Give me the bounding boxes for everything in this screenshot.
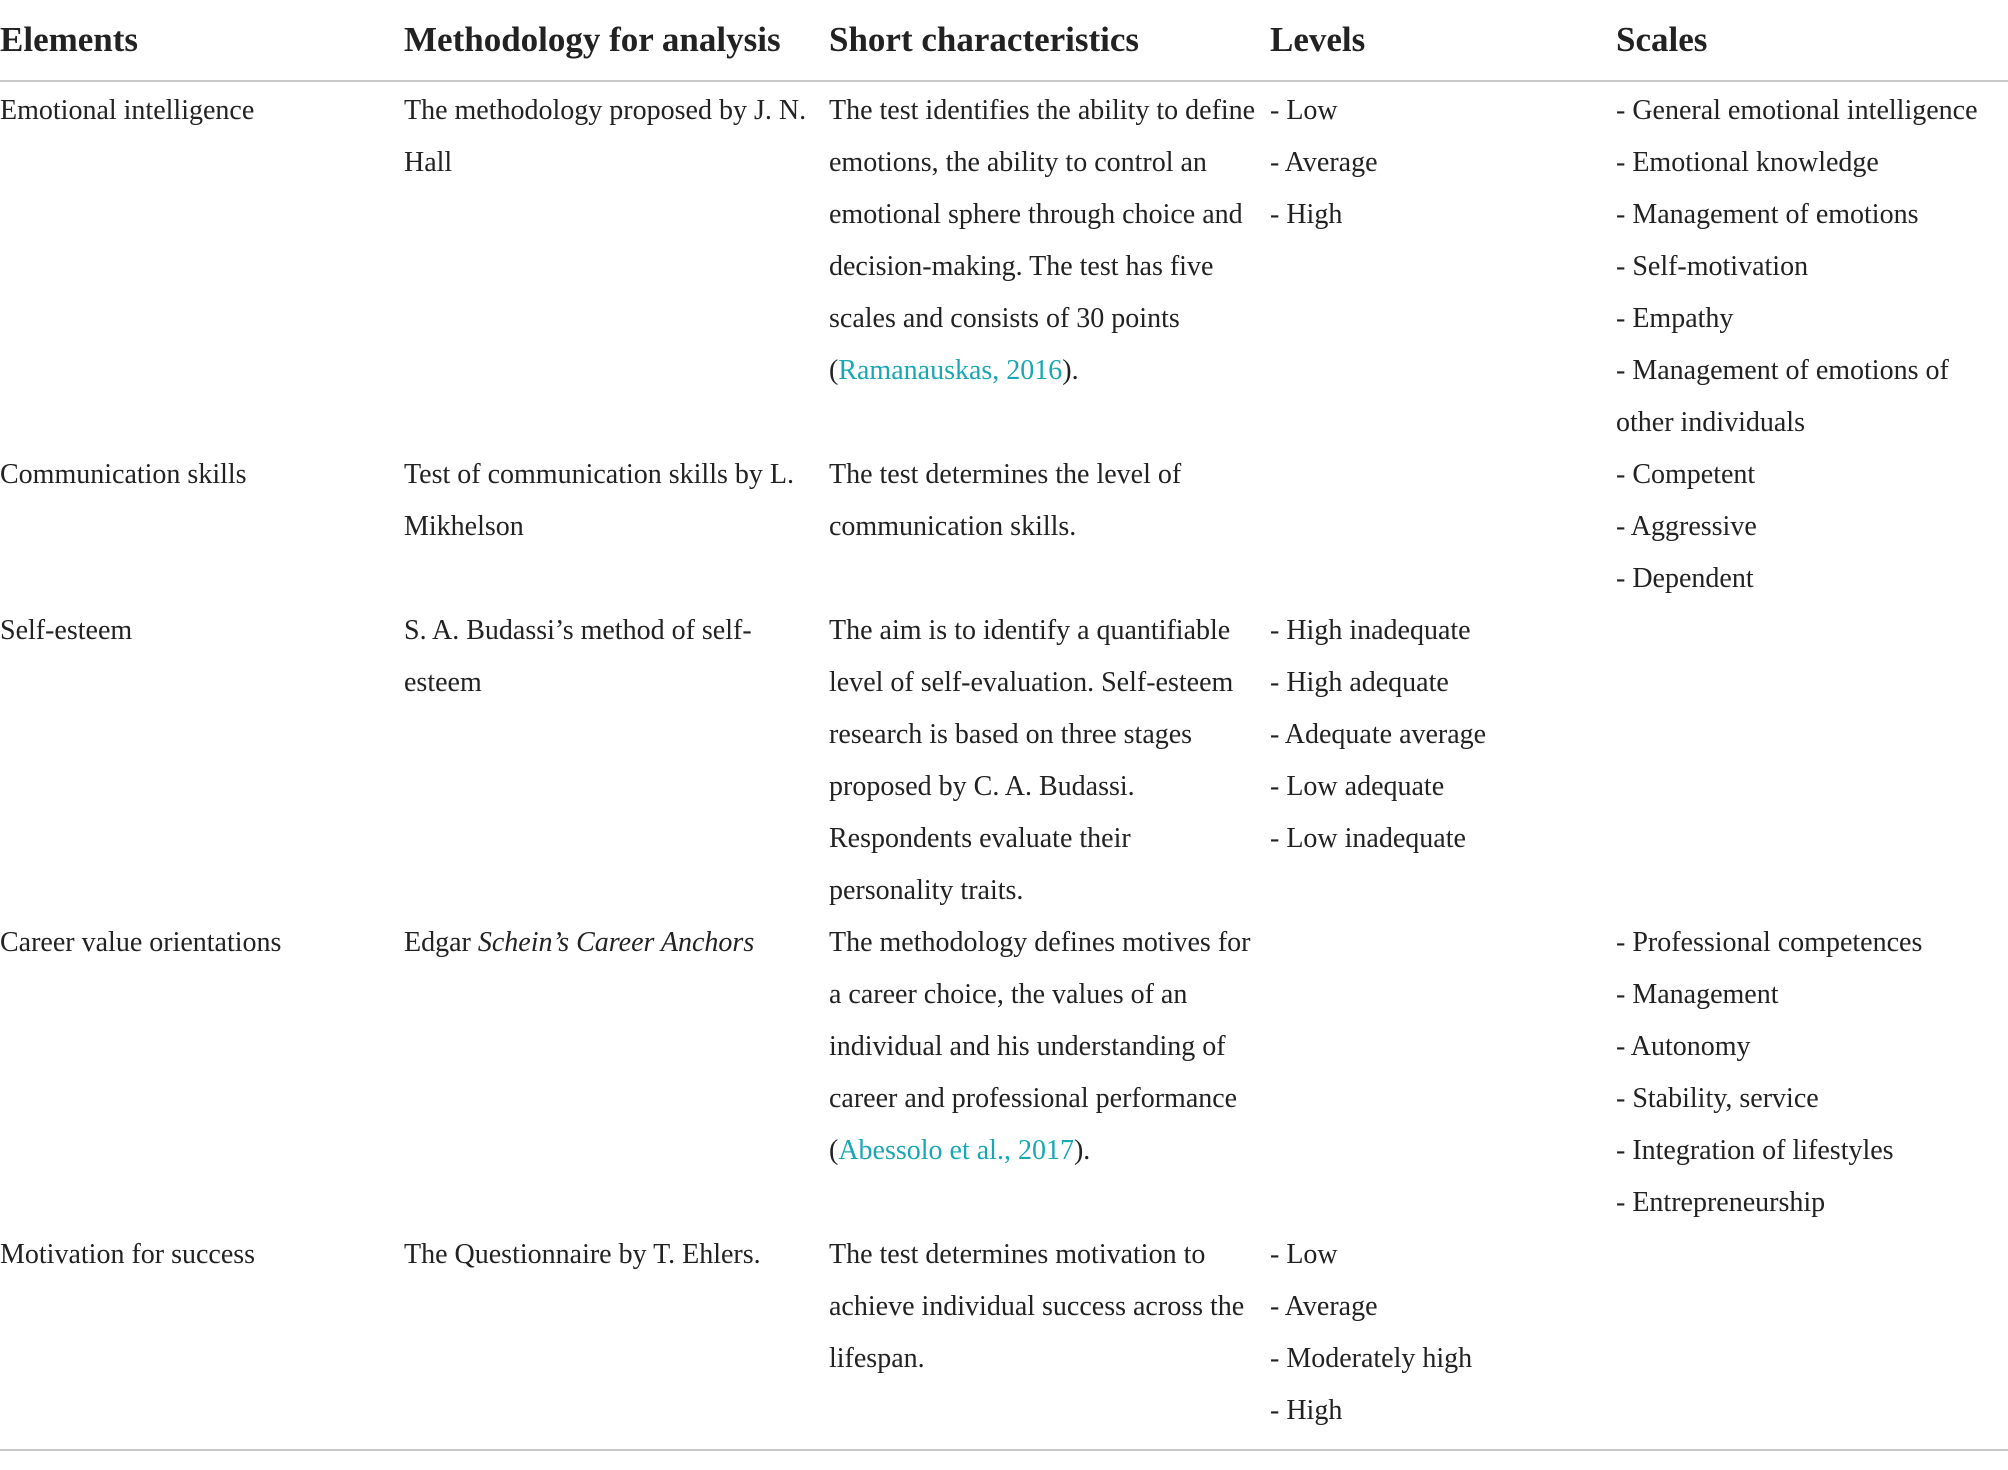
element-cell: Self-esteem [0,615,133,646]
characteristics-end: ). [1062,355,1079,386]
scale-item: - Dependent [1616,563,1754,594]
level-item: - High inadequate [1270,615,1471,646]
level-item: - Low [1270,1239,1338,1270]
levels-cell [1270,605,1616,917]
characteristics-cell: The aim is to identify a quantifiable level of self-evaluation. Self-esteem research is based on three stages proposed by C. A. Budassi. Respondents evaluate their personality traits. [829,615,1234,906]
element-cell: Communication skills [0,459,247,490]
table-row [0,449,2008,605]
scale-item: - Management of emotions [1616,199,1919,230]
scale-item: - Integration of lifestyles [1616,1135,1894,1166]
methodology-italic: Schein’s Career Anchors [477,927,755,958]
header-levels: Levels [1270,0,1616,81]
scale-item: - Competent [1616,459,1756,490]
scales-cell [1616,81,2008,449]
characteristics-cell [829,917,1270,1229]
element-cell: Motivation for success [0,1229,404,1450]
table-row [0,917,2008,1229]
scale-item: - Self-motivation [1616,251,1809,282]
scale-item: - Entrepreneurship [1616,1187,1826,1218]
characteristics-cell [829,81,1270,449]
scales-cell [1616,1229,2008,1450]
scale-item: - Management of emotions of other individuals [1616,355,1949,438]
header-elements: Elements [0,0,404,81]
scale-item: - Professional competences [1616,927,1923,958]
characteristics-end: ). [1073,1135,1091,1166]
table-body [0,81,2008,1450]
header-methodology: Methodology for analysis [404,0,829,81]
scale-item: - Autonomy [1616,1031,1751,1062]
scale-item: - Empathy [1616,303,1734,334]
scale-item: - Emotional knowledge [1616,147,1879,178]
scale-item: - Management [1616,979,1779,1010]
level-item: - Average [1270,1291,1378,1322]
table-row [0,81,2008,449]
header-row [0,0,2008,81]
scales-cell [1616,449,2008,605]
scale-item: - Stability, service [1616,1083,1819,1114]
characteristics-cell: The test determines the level of communication skills. [829,459,1182,542]
methodology-cell: The methodology proposed by J. N. Hall [404,95,807,178]
level-item: - High adequate [1270,667,1449,698]
table-row [0,605,2008,917]
citation-link[interactable]: Abessolo et al., 2017 [838,1135,1074,1166]
level-item: - Low adequate [1270,771,1445,802]
level-item: - High [1270,1395,1343,1426]
methodology-cell: S. A. Budassi’s method of self-esteem [404,615,752,698]
scales-cell [1616,917,2008,1229]
element-cell: Emotional intelligence [0,95,255,126]
header-scales: Scales [1616,0,2008,81]
levels-cell [1270,81,1616,449]
scale-item: - General emotional intelligence [1616,95,1978,126]
table-header [0,0,2008,81]
scales-cell [1616,605,2008,917]
level-item: - Average [1270,147,1378,178]
characteristics-cell: The test determines motivation to achieve individual success across the lifespan. [829,1229,1270,1450]
element-cell: Career value orientations [0,927,282,958]
levels-cell [1270,449,1616,605]
table-row [0,1229,2008,1450]
scale-item: - Aggressive [1616,511,1757,542]
level-item: - Low [1270,95,1338,126]
citation-link[interactable]: Ramanauskas, 2016 [838,355,1063,386]
level-item: - Moderately high [1270,1343,1473,1374]
characteristics-text: The methodology defines motives for a career choice, the values of an individual and his understanding of career and professional performance ( [829,927,1251,1166]
levels-cell [1270,917,1616,1229]
characteristics-text: The test identifies the ability to define emotions, the ability to control an emotional sphere through choice and decision-making. The test has five scales and consists of 30 points ( [829,95,1256,386]
methodology-cell: The Questionnaire by T. Ehlers. [404,1229,829,1450]
level-item: - Low inadequate [1270,823,1466,854]
level-item: - Adequate average [1270,719,1487,750]
methodology-cell [404,917,829,1229]
methodology-cell: Test of communication skills by L. Mikhelson [404,459,794,542]
level-item: - High [1270,199,1343,230]
methodology-prefix: Edgar [404,927,478,958]
header-characteristics: Short characteristics [829,0,1270,81]
levels-cell [1270,1229,1616,1450]
